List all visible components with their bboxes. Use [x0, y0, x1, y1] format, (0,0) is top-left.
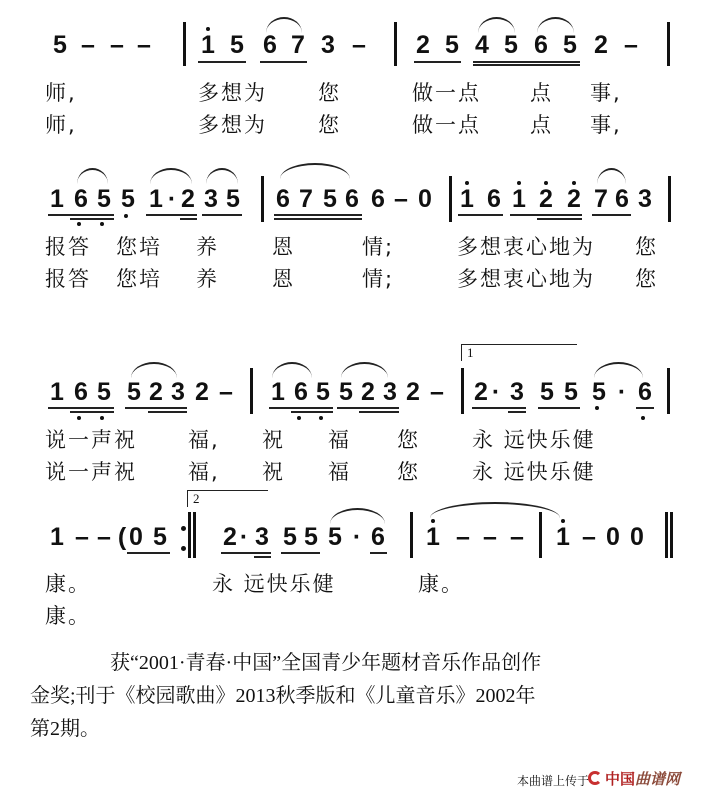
lyric-text: 永 远快乐健 [212, 572, 336, 596]
note: 6 [615, 185, 629, 213]
note: 5 [153, 523, 167, 551]
note: 5 [445, 31, 459, 59]
beam-underline [359, 411, 399, 413]
barline [449, 176, 452, 222]
lyric-text: 做一点 [412, 81, 481, 105]
beam-underline [510, 214, 582, 216]
beam-underline [146, 214, 197, 216]
site-brand[interactable] [605, 768, 680, 789]
brand-part-1: 中国 [605, 770, 636, 788]
note: 6 [371, 523, 385, 551]
note: – [456, 523, 470, 551]
lyric-text: 师, [45, 113, 77, 137]
note: 6 [74, 378, 88, 406]
repeat-dot [181, 546, 186, 551]
lyric-text: 福 [328, 428, 351, 452]
beam-underline [281, 552, 320, 554]
beam-underline [473, 61, 580, 63]
high-octave-dot [544, 181, 548, 185]
note: 2 [195, 378, 209, 406]
note: – [624, 31, 638, 59]
beam-underline [148, 411, 187, 413]
note: 7 [291, 31, 305, 59]
lyric-text: 情; [362, 235, 395, 259]
note: 3 [321, 31, 335, 59]
beam-underline [473, 64, 580, 66]
note: 5 [127, 378, 141, 406]
slur-arc [150, 168, 192, 184]
note: 2 [149, 378, 163, 406]
note: – [352, 31, 366, 59]
note: 1 [149, 185, 163, 213]
note: 5 [339, 378, 353, 406]
note: 5 [53, 31, 67, 59]
note: 5 [283, 523, 297, 551]
lyric-text: 您 [318, 81, 341, 105]
slur-arc [478, 17, 515, 33]
note: 0 [630, 523, 644, 551]
barline [539, 512, 542, 558]
footnote-line-2: 金奖;刊于《校园歌曲》2013秋季版和《儿童音乐》2002年 [30, 685, 536, 707]
high-octave-dot [561, 519, 565, 523]
beam-underline [337, 407, 399, 409]
beam-underline [274, 218, 362, 220]
slur-arc [330, 508, 385, 524]
note: 2 [416, 31, 430, 59]
note: 5 [226, 185, 240, 213]
beam-underline [414, 61, 461, 63]
note: 1 [556, 523, 570, 551]
lyric-text: 说一声祝 [45, 460, 137, 484]
barline [667, 368, 670, 414]
note: 6 [74, 185, 88, 213]
note: 5 [97, 378, 111, 406]
note: 1 [426, 523, 440, 551]
note: – [219, 378, 233, 406]
beam-underline [127, 552, 170, 554]
note: 5 [97, 185, 111, 213]
beam-underline [180, 218, 197, 220]
note: 2 [223, 523, 237, 551]
lyric-text: 多想衷心地为 [457, 267, 595, 291]
lyric-text: 情; [362, 267, 395, 291]
note: 0 [129, 523, 143, 551]
note: 1 [50, 523, 64, 551]
lyric-text: 您 [318, 113, 341, 137]
beam-underline [125, 407, 187, 409]
high-octave-dot [206, 27, 210, 31]
slur-arc [594, 362, 643, 378]
high-octave-dot [465, 181, 469, 185]
low-octave-dot [100, 416, 104, 420]
slur-arc [206, 168, 238, 184]
note: – [137, 31, 151, 59]
note: 4 [475, 31, 489, 59]
note: 7 [299, 185, 313, 213]
high-octave-dot [572, 181, 576, 185]
lyric-text: 师, [45, 81, 77, 105]
lyric-text: 多想为 [198, 113, 267, 137]
note: – [75, 523, 89, 551]
lyric-text: 永 远快乐健 [472, 460, 596, 484]
lyric-text: 您培 [116, 235, 162, 259]
high-octave-dot [517, 181, 521, 185]
lyric-text: 您 [635, 267, 658, 291]
note: – [394, 185, 408, 213]
low-octave-dot [77, 222, 81, 226]
note: 1 [271, 378, 285, 406]
note: 1 [512, 185, 526, 213]
low-octave-dot [124, 214, 128, 218]
note: 6 [487, 185, 501, 213]
lyric-text: 祝 [262, 428, 285, 452]
note: 3 [510, 378, 524, 406]
volta-bracket [461, 344, 577, 361]
note: 5 [564, 378, 578, 406]
beam-underline [592, 214, 631, 216]
beam-underline [70, 218, 114, 220]
beam-underline [291, 411, 333, 413]
beam-underline [48, 214, 114, 216]
beam-underline [221, 552, 271, 554]
barline [665, 512, 668, 558]
lyric-text: 福, [188, 460, 220, 484]
beam-underline [48, 407, 114, 409]
lyric-text: 事, [590, 81, 622, 105]
note: – [81, 31, 95, 59]
lyric-text: 点 [530, 81, 553, 105]
low-octave-dot [100, 222, 104, 226]
note: – [430, 378, 444, 406]
lyric-text: 您 [397, 428, 420, 452]
repeat-dot [181, 526, 186, 531]
note: 5 [592, 378, 606, 406]
slur-arc [430, 502, 560, 518]
lyric-text: 福 [328, 460, 351, 484]
barline [670, 512, 673, 558]
slur-arc [341, 362, 388, 378]
upload-credit: 本曲谱上传于 [517, 774, 590, 788]
beam-underline [269, 407, 333, 409]
slur-arc [131, 362, 177, 378]
note: 5 [316, 378, 330, 406]
lyric-text: 永 远快乐健 [472, 428, 596, 452]
barline [668, 176, 671, 222]
note: 3 [171, 378, 185, 406]
beam-underline [198, 61, 246, 63]
beam-underline [260, 61, 307, 63]
lyric-text: 您培 [116, 267, 162, 291]
note: 2 [594, 31, 608, 59]
lyric-text: 点 [530, 113, 553, 137]
note: 2 [406, 378, 420, 406]
slur-arc [597, 168, 626, 184]
note: 5 [540, 378, 554, 406]
note: 3 [383, 378, 397, 406]
brand-part-2: 曲谱网 [635, 770, 681, 788]
note: 7 [594, 185, 608, 213]
barline [461, 368, 464, 414]
barline [193, 512, 196, 558]
note: 6 [345, 185, 359, 213]
slur-arc [272, 362, 312, 378]
lyric-text: 恩 [272, 267, 295, 291]
low-octave-dot [77, 416, 81, 420]
note: 2 [567, 185, 581, 213]
note: 1 [460, 185, 474, 213]
note: – [483, 523, 497, 551]
beam-underline [636, 407, 654, 409]
note: 5 [504, 31, 518, 59]
note: 5 [121, 185, 135, 213]
lyric-text: 您 [397, 460, 420, 484]
volta-number: 2 [193, 491, 200, 506]
beam-underline [508, 411, 526, 413]
lyric-text: 您 [635, 235, 658, 259]
note: 0 [418, 185, 432, 213]
note: 5 [328, 523, 342, 551]
barline [261, 176, 264, 222]
barline [188, 512, 191, 558]
note: 2 [181, 185, 195, 213]
note: 5 [323, 185, 337, 213]
note: 3 [638, 185, 652, 213]
slur-arc [266, 17, 302, 33]
note: 1 [50, 378, 64, 406]
beam-underline [538, 407, 580, 409]
note: ( [117, 523, 127, 551]
note: 2 [474, 378, 488, 406]
lyric-text: 多想为 [198, 81, 267, 105]
note: 6 [638, 378, 652, 406]
note: 6 [263, 31, 277, 59]
footnote [30, 647, 670, 746]
lyric-text: 报答 [45, 267, 91, 291]
barline [250, 368, 253, 414]
note: 6 [294, 378, 308, 406]
lyric-text: 养 [196, 235, 219, 259]
slur-arc [537, 17, 574, 33]
note: · [617, 378, 627, 406]
note: · [352, 523, 362, 551]
barline [183, 22, 186, 66]
footnote-line-1: 获“2001·青春·中国”全国青少年题材音乐作品创作 [110, 652, 542, 674]
note: 5 [304, 523, 318, 551]
note: 1 [201, 31, 215, 59]
low-octave-dot [641, 416, 645, 420]
beam-underline [370, 552, 387, 554]
lyric-text: 养 [196, 267, 219, 291]
lyric-text: 恩 [272, 235, 295, 259]
note: – [510, 523, 524, 551]
note: 6 [276, 185, 290, 213]
note: 5 [563, 31, 577, 59]
beam-underline [202, 214, 242, 216]
note: – [582, 523, 596, 551]
low-octave-dot [595, 406, 599, 410]
note: 6 [371, 185, 385, 213]
lyric-text: 报答 [45, 235, 91, 259]
lyric-text: 祝 [262, 460, 285, 484]
high-octave-dot [431, 519, 435, 523]
slur-arc [77, 168, 108, 184]
beam-underline [70, 411, 114, 413]
barline [410, 512, 413, 558]
note: 6 [534, 31, 548, 59]
lyric-text: 康。 [45, 572, 91, 596]
barline [667, 22, 670, 66]
lyric-text: 康。 [45, 604, 91, 628]
lyric-text: 说一声祝 [45, 428, 137, 452]
lyric-text: 事, [590, 113, 622, 137]
note: – [110, 31, 124, 59]
note: · [239, 523, 249, 551]
low-octave-dot [297, 416, 301, 420]
beam-underline [254, 556, 271, 558]
volta-number: 1 [467, 345, 474, 360]
note: 1 [50, 185, 64, 213]
note: 3 [255, 523, 269, 551]
site-logo-icon [588, 771, 602, 785]
note: · [167, 185, 177, 213]
lyric-text: 做一点 [412, 113, 481, 137]
note: 2 [539, 185, 553, 213]
beam-underline [537, 218, 582, 220]
low-octave-dot [319, 416, 323, 420]
note: 0 [606, 523, 620, 551]
barline [394, 22, 397, 66]
beam-underline [458, 214, 503, 216]
slur-arc [280, 163, 350, 179]
note: 2 [361, 378, 375, 406]
note: · [491, 378, 501, 406]
note: 3 [204, 185, 218, 213]
beam-underline [472, 407, 526, 409]
lyric-text: 康。 [418, 572, 464, 596]
footnote-line-3: 第2期。 [30, 718, 100, 740]
note: 5 [230, 31, 244, 59]
beam-underline [274, 214, 362, 216]
lyric-text: 福, [188, 428, 220, 452]
lyric-text: 多想衷心地为 [457, 235, 595, 259]
note: – [97, 523, 111, 551]
